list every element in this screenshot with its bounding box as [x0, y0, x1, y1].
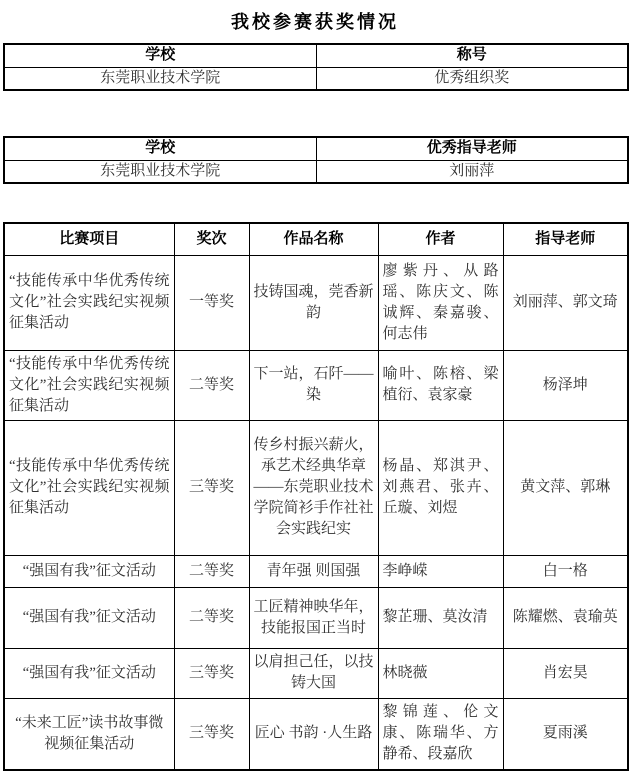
authors-cell: 黎芷珊、莫汝清 — [378, 587, 503, 648]
project-cell: “技能传承中华优秀传统文化”社会实践纪实视频征集活动 — [4, 255, 174, 350]
authors-cell: 林晓薇 — [378, 648, 503, 698]
org-honor-cell: 优秀组织奖 — [316, 67, 628, 90]
project-cell: “未来工匠”读书故事微视频征集活动 — [4, 698, 174, 770]
work-cell: 工匠精神映华年，技能报国正当时 — [249, 587, 378, 648]
work-cell: 下一站，石阡——染 — [249, 350, 378, 420]
award-row — [4, 420, 628, 555]
award-row — [4, 587, 628, 648]
advisors-cell: 夏雨溪 — [503, 698, 628, 770]
awards-header-authors: 作者 — [378, 223, 503, 255]
project-cell: “强国有我”征文活动 — [4, 587, 174, 648]
award-row — [4, 350, 628, 420]
advisors-cell: 杨泽坤 — [503, 350, 628, 420]
advisors-cell: 陈耀燃、袁瑜英 — [503, 587, 628, 648]
prize-cell: 三等奖 — [174, 698, 249, 770]
prize-cell: 三等奖 — [174, 420, 249, 555]
award-row — [4, 555, 628, 587]
authors-cell: 李峥嵘 — [378, 555, 503, 587]
awards-header-work: 作品名称 — [249, 223, 378, 255]
awards-header-project: 比赛项目 — [4, 223, 174, 255]
advisor-table-data-row — [4, 160, 628, 183]
award-row — [4, 698, 628, 770]
org-table-header-row — [4, 44, 628, 67]
authors-cell: 喻叶、陈榕、梁植衍、袁家豪 — [378, 350, 503, 420]
work-cell: 青年强 则国强 — [249, 555, 378, 587]
work-cell: 匠心 书韵 ·人生路 — [249, 698, 378, 770]
award-row — [4, 255, 628, 350]
awards-header-prize: 奖次 — [174, 223, 249, 255]
advisors-cell: 肖宏昊 — [503, 648, 628, 698]
project-cell: “技能传承中华优秀传统文化”社会实践纪实视频征集活动 — [4, 420, 174, 555]
project-cell: “强国有我”征文活动 — [4, 555, 174, 587]
project-cell: “强国有我”征文活动 — [4, 648, 174, 698]
advisor-header-teacher: 优秀指导老师 — [316, 137, 628, 160]
prize-cell: 三等奖 — [174, 648, 249, 698]
work-cell: 以肩担己任，以技铸大国 — [249, 648, 378, 698]
work-cell: 传乡村振兴薪火，承艺术经典华章——东莞职业技术学院简衫手作社社会实践纪实 — [249, 420, 378, 555]
advisor-header-school: 学校 — [4, 137, 316, 160]
outstanding-advisor-table — [3, 136, 629, 184]
prize-cell: 二等奖 — [174, 587, 249, 648]
awards-header-advisors: 指导老师 — [503, 223, 628, 255]
org-header-honor: 称号 — [316, 44, 628, 67]
advisor-table-header-row — [4, 137, 628, 160]
advisors-cell: 刘丽萍、郭文琦 — [503, 255, 628, 350]
prize-cell: 二等奖 — [174, 555, 249, 587]
org-school-cell: 东莞职业技术学院 — [4, 67, 316, 90]
authors-cell: 杨晶、郑淇尹、刘燕君、张卉、丘璇、刘煜 — [378, 420, 503, 555]
awards-table — [3, 222, 629, 771]
spacer — [3, 91, 627, 136]
advisor-teacher-cell: 刘丽萍 — [316, 160, 628, 183]
advisors-cell: 白一格 — [503, 555, 628, 587]
project-cell: “技能传承中华优秀传统文化”社会实践纪实视频征集活动 — [4, 350, 174, 420]
prize-cell: 二等奖 — [174, 350, 249, 420]
award-row — [4, 648, 628, 698]
org-header-school: 学校 — [4, 44, 316, 67]
organization-award-table — [3, 43, 629, 91]
prize-cell: 一等奖 — [174, 255, 249, 350]
advisors-cell: 黄文萍、郭琳 — [503, 420, 628, 555]
work-cell: 技铸国魂，莞香新韵 — [249, 255, 378, 350]
authors-cell: 黎锦莲、伦文康、陈瑞华、方静希、段嘉欣 — [378, 698, 503, 770]
page-title: 我校参赛获奖情况 — [231, 12, 399, 32]
advisor-school-cell: 东莞职业技术学院 — [4, 160, 316, 183]
authors-cell: 廖紫丹、从路瑶、陈庆文、陈诚辉、秦嘉骏、何志伟 — [378, 255, 503, 350]
org-table-data-row — [4, 67, 628, 90]
awards-header-row — [4, 223, 628, 255]
spacer — [3, 184, 627, 222]
